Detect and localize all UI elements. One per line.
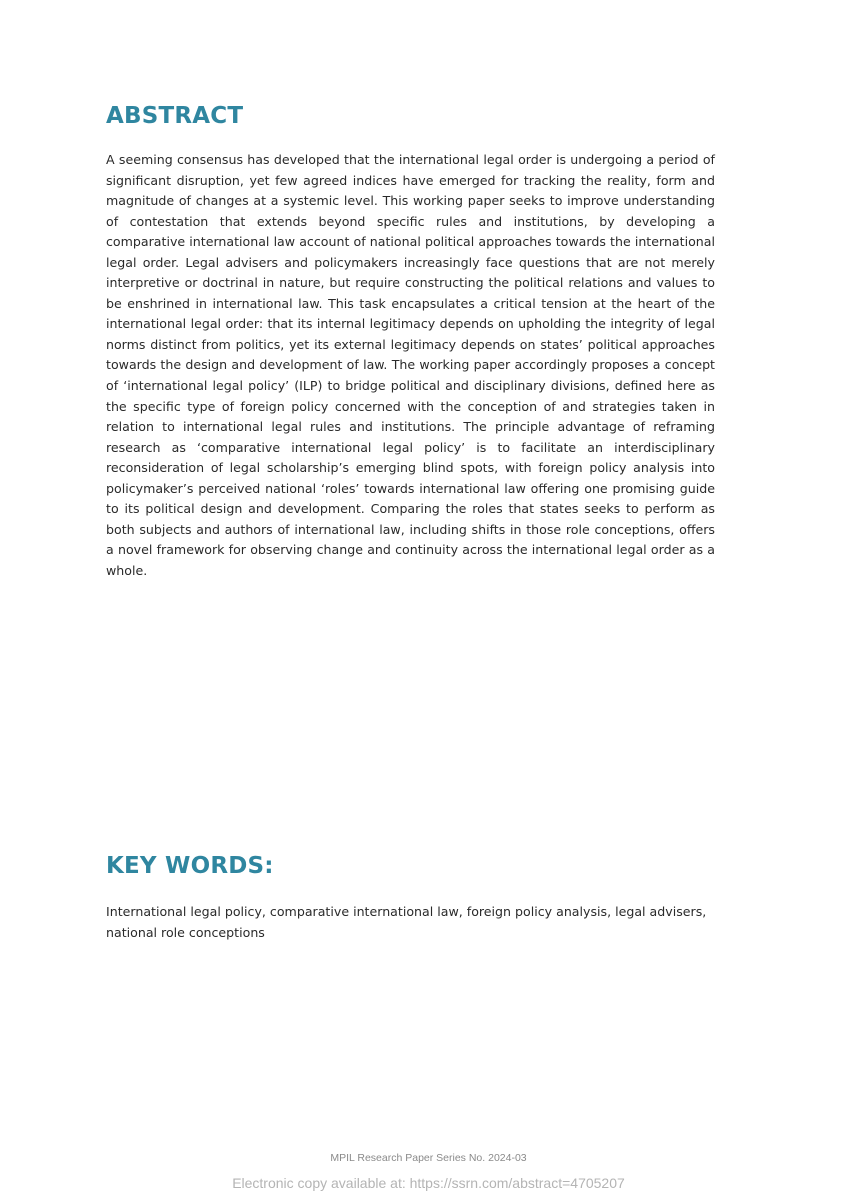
abstract-text: A seeming consensus has developed that the international legal order is undergoing a period of significant disruption, yet few agreed indices have emerged for tracking the reality, form and magnitude of changes at a systemic level. This working paper seeks to improve understanding of contestation that extends beyond specific rules and institutions, by developing a comparative international law account of national political approaches towards the international legal order. Legal advisers and policymakers increasingly face questions that are not merely interpretive or doctrinal in nature, but require constructing the political relations and values to be enshrined in international law. This task encapsulates a critical tension at the heart of the international legal order: that its internal legitimacy depends on upholding the integrity of legal norms distinct from politics, yet its external legitimacy depends on states’ political approaches towards the design and development of law. The working paper accordingly proposes a concept of ‘international legal policy’ (ILP) to bridge political and disciplinary divisions, defined here as the specific type of foreign policy concerned with the conception of and strategies taken in relation to international legal rules and institutions. The principle advantage of reframing research as ‘comparative international legal policy’ is to facilitate an interdisciplinary reconsideration of legal scholarship’s emerging blind spots, with foreign policy analysis into policymaker’s perceived national ‘roles’ towards international law offering one promising guide to its political design and development. Comparing the roles that states seeks to perform as both subjects and authors of international law, including shifts in those role conceptions, offers a novel framework for observing change and continuity across the international legal order as a whole. — [106, 152, 715, 578]
series-footer: MPIL Research Paper Series No. 2024-03 — [330, 1152, 527, 1164]
keywords-heading: KEY WORDS: — [106, 853, 274, 879]
abstract-heading: ABSTRACT — [106, 103, 244, 129]
keywords-text: International legal policy, comparative international law, foreign policy analysis, legal advisers, national role conceptions — [106, 904, 707, 940]
ssrn-footer: Electronic copy available at: https://ssrn.com/abstract=4705207 — [232, 1175, 625, 1191]
